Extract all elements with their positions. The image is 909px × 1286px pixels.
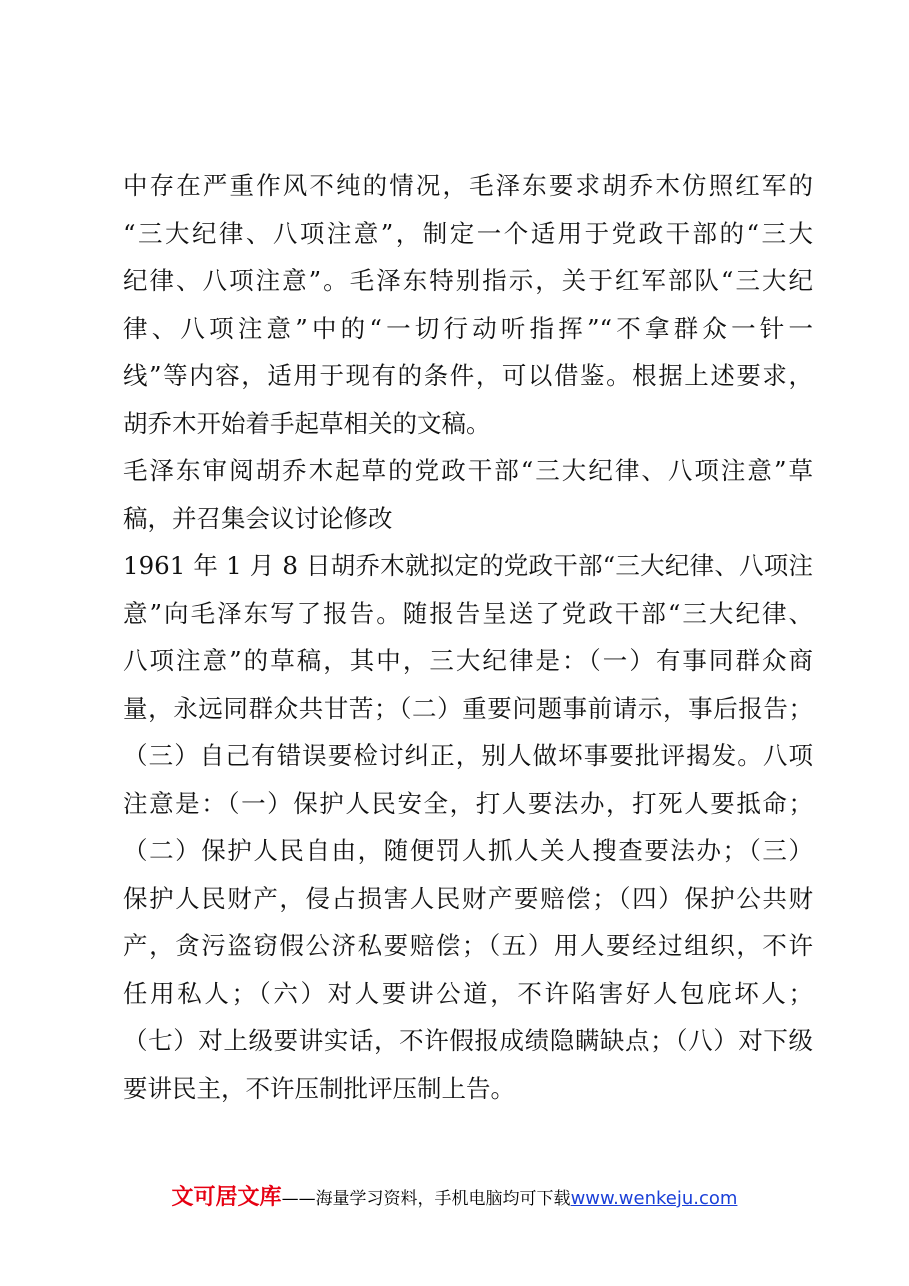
body-line: 律、八项注意”中的“一切行动听指挥”“不拿群众一针一 <box>123 313 813 343</box>
body-line: 任用私人；（六）对人要讲公道，不许陷害好人包庇坏人； <box>123 978 813 1008</box>
body-line: 纪律、八项注意”。毛泽东特别指示，关于红军部队“三大纪 <box>123 266 813 295</box>
section-heading-line: 稿，并召集会议讨论修改 <box>123 503 393 533</box>
body-line: 量，永远同群众共甘苦；（二）重要问题事前请示，事后报告； <box>123 693 813 723</box>
brand-name: 文可居文库 <box>171 1185 282 1210</box>
body-line: 1961 年 1 月 8 日胡乔木就拟定的党政干部“三大纪律、八项注 <box>123 551 813 580</box>
body-line: 八项注意”的草稿，其中，三大纪律是：（一）有事同群众商 <box>123 646 813 675</box>
body-line: 意”向毛泽东写了报告。随报告呈送了党政干部“三大纪律、 <box>123 598 813 628</box>
body-line: “三大纪律、八项注意”，制定一个适用于党政干部的“三大 <box>123 218 813 248</box>
body-line: 线”等内容，适用于现有的条件，可以借鉴。根据上述要求， <box>123 361 813 390</box>
body-line: （七）对上级要讲实话，不许假报成绩隐瞒缺点；（八）对下级 <box>123 1026 813 1055</box>
site-link[interactable]: www.wenkeju.com <box>570 1188 738 1209</box>
footer-banner <box>0 1180 909 1211</box>
footer-tagline: ——海量学习资料，手机电脑均可下载 <box>281 1189 571 1209</box>
body-line: 要讲民主，不许压制批评压制上告。 <box>123 1073 515 1103</box>
body-line: 胡乔木开始着手起草相关的文稿。 <box>123 408 491 438</box>
body-line: 中存在严重作风不纯的情况，毛泽东要求胡乔木仿照红军的 <box>123 171 813 200</box>
body-line: 产，贪污盗窃假公济私要赔偿；（五）用人要经过组织，不许 <box>123 931 813 960</box>
body-line: 注意是：（一）保护人民安全，打人要法办，打死人要抵命； <box>123 788 813 818</box>
body-line: 保护人民财产，侵占损害人民财产要赔偿；（四）保护公共财 <box>123 883 813 913</box>
body-line: （三）自己有错误要检讨纠正，别人做坏事要批评揭发。八项 <box>123 741 813 770</box>
body-line: （二）保护人民自由，随便罚人抓人关人搜查要法办；（三） <box>123 836 813 865</box>
body-text <box>123 166 813 1116</box>
section-heading-line: 毛泽东审阅胡乔木起草的党政干部“三大纪律、八项注意”草 <box>123 456 813 485</box>
